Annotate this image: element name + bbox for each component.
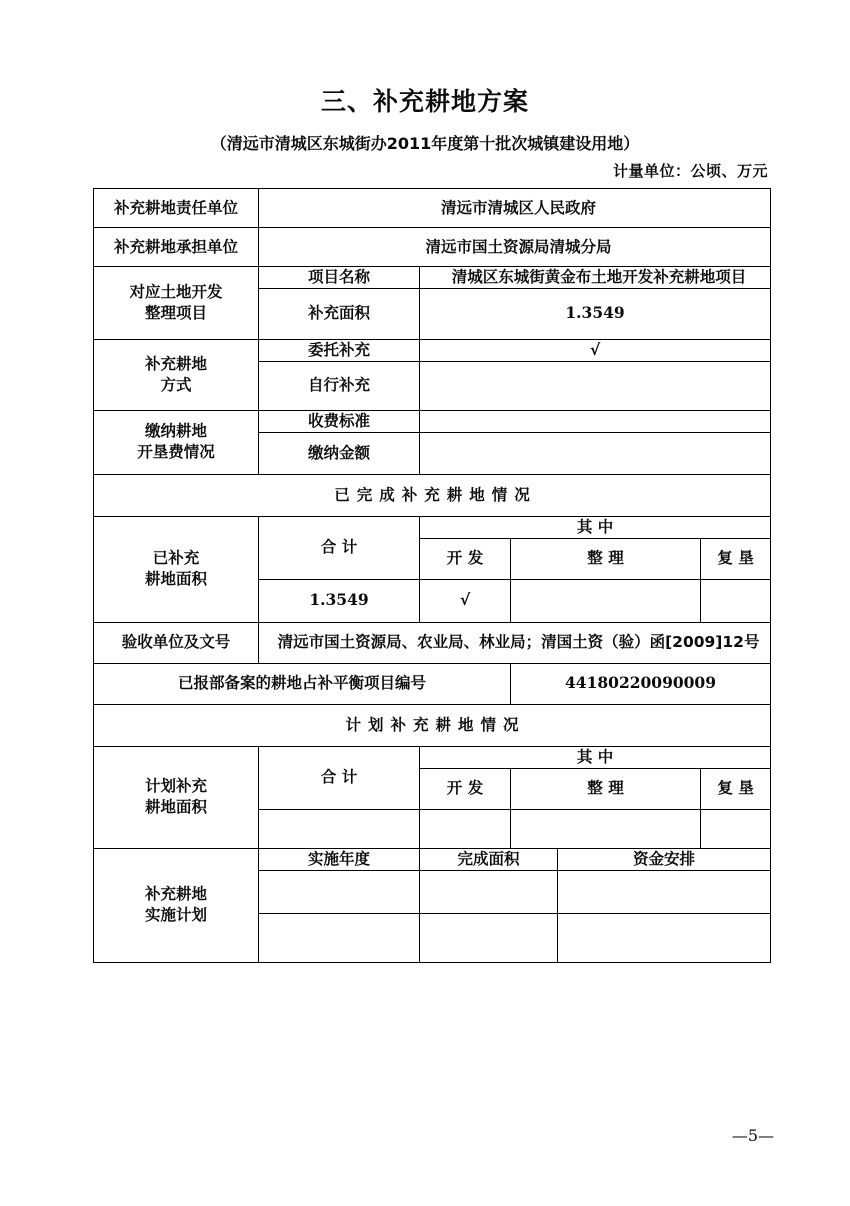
table-row <box>94 339 771 361</box>
completed-area-label-line1: 已补充 <box>152 549 200 568</box>
completed-total-value: 1.3549 <box>259 579 420 622</box>
table-row <box>94 516 771 538</box>
planned-consolidation-value <box>511 809 701 848</box>
undertaking-unit-label: 补充耕地承担单位 <box>94 228 259 267</box>
measurement-unit-note: 计量单位：公顷、万元 <box>612 162 768 180</box>
table-row <box>94 848 771 870</box>
acceptance-unit-value: 清远市国土资源局、农业局、林业局；清国土资（验）函[2009]12号 <box>259 622 771 663</box>
implementation-plan-label-line2: 实施计划 <box>144 906 207 925</box>
implementation-area-label: 完成面积 <box>420 848 558 870</box>
completed-development-checkmark: √ <box>420 579 511 622</box>
table-row <box>94 474 771 516</box>
land-project-label-line1: 对应土地开发 <box>129 283 223 302</box>
implementation-year-value <box>259 870 420 913</box>
completed-consolidation-label: 整 理 <box>511 538 701 579</box>
self-supplement-label: 自行补充 <box>259 361 420 410</box>
table-row <box>94 746 771 768</box>
paid-amount-label: 缴纳金额 <box>259 432 420 474</box>
fee-standard-label: 收费标准 <box>259 410 420 432</box>
implementation-funding-label: 资金安排 <box>558 848 771 870</box>
completed-consolidation-value <box>511 579 701 622</box>
reclamation-fee-label-line1: 缴纳耕地 <box>144 422 207 441</box>
planned-reclamation-label: 复 垦 <box>701 768 771 809</box>
self-supplement-value <box>420 361 771 410</box>
project-name-value: 清城区东城街黄金布土地开发补充耕地项目 <box>420 267 771 289</box>
planned-area-label-line2: 耕地面积 <box>144 798 207 817</box>
table-row <box>94 228 771 267</box>
completed-area-label-line2: 耕地面积 <box>144 570 207 589</box>
implementation-area-value <box>420 913 558 962</box>
completed-among-label: 其 中 <box>420 516 771 538</box>
table-row <box>94 410 771 432</box>
entrusted-supplement-checkmark: √ <box>420 339 771 361</box>
page-subtitle: （清远市清城区东城街办2011年度第十批次城镇建设用地） <box>210 134 640 153</box>
completed-development-label: 开 发 <box>420 538 511 579</box>
fee-standard-value <box>420 410 771 432</box>
completed-section-title: 已完成补充耕地情况 <box>94 474 771 516</box>
table-row <box>94 189 771 228</box>
planned-development-label: 开 发 <box>420 768 511 809</box>
implementation-funding-value <box>558 870 771 913</box>
planned-consolidation-label: 整 理 <box>511 768 701 809</box>
implementation-plan-label-line1: 补充耕地 <box>144 885 207 904</box>
undertaking-unit-value: 清远市国土资源局清城分局 <box>259 228 771 267</box>
responsible-unit-value: 清远市清城区人民政府 <box>259 189 771 228</box>
page-title: 三、补充耕地方案 <box>320 87 529 116</box>
planned-area-label-line1: 计划补充 <box>144 777 207 796</box>
table-row <box>94 663 771 704</box>
reclamation-fee-label <box>94 410 259 474</box>
completed-total-label: 合 计 <box>259 516 420 579</box>
entrusted-supplement-label: 委托补充 <box>259 339 420 361</box>
project-name-label: 项目名称 <box>259 267 420 289</box>
table-row <box>94 267 771 289</box>
supplement-area-value: 1.3549 <box>420 288 771 339</box>
acceptance-unit-label: 验收单位及文号 <box>94 622 259 663</box>
supplementary-farmland-form <box>93 188 771 963</box>
implementation-funding-value <box>558 913 771 962</box>
table-row <box>94 622 771 663</box>
paid-amount-value <box>420 432 771 474</box>
implementation-year-label: 实施年度 <box>259 848 420 870</box>
supplement-method-label <box>94 339 259 410</box>
planned-area-label <box>94 746 259 848</box>
supplement-area-label: 补充面积 <box>259 288 420 339</box>
planned-among-label: 其 中 <box>420 746 771 768</box>
implementation-area-value <box>420 870 558 913</box>
land-project-label-line2: 整理项目 <box>144 303 207 322</box>
page-number: —5— <box>731 1126 774 1145</box>
filed-project-value: 44180220090009 <box>511 663 771 704</box>
responsible-unit-label: 补充耕地责任单位 <box>94 189 259 228</box>
completed-reclamation-value <box>701 579 771 622</box>
supplement-method-label-line2: 方式 <box>160 375 192 394</box>
completed-area-label <box>94 516 259 622</box>
planned-development-value <box>420 809 511 848</box>
planned-reclamation-value <box>701 809 771 848</box>
planned-total-value <box>259 809 420 848</box>
filed-project-label: 已报部备案的耕地占补平衡项目编号 <box>94 663 511 704</box>
implementation-year-value <box>259 913 420 962</box>
reclamation-fee-label-line2: 开垦费情况 <box>137 443 215 462</box>
completed-reclamation-label: 复 垦 <box>701 538 771 579</box>
implementation-plan-label <box>94 848 259 962</box>
planned-total-label: 合 计 <box>259 746 420 809</box>
land-project-label <box>94 267 259 340</box>
supplement-method-label-line1: 补充耕地 <box>144 354 207 373</box>
table-row <box>94 704 771 746</box>
planned-section-title: 计划补充耕地情况 <box>94 704 771 746</box>
